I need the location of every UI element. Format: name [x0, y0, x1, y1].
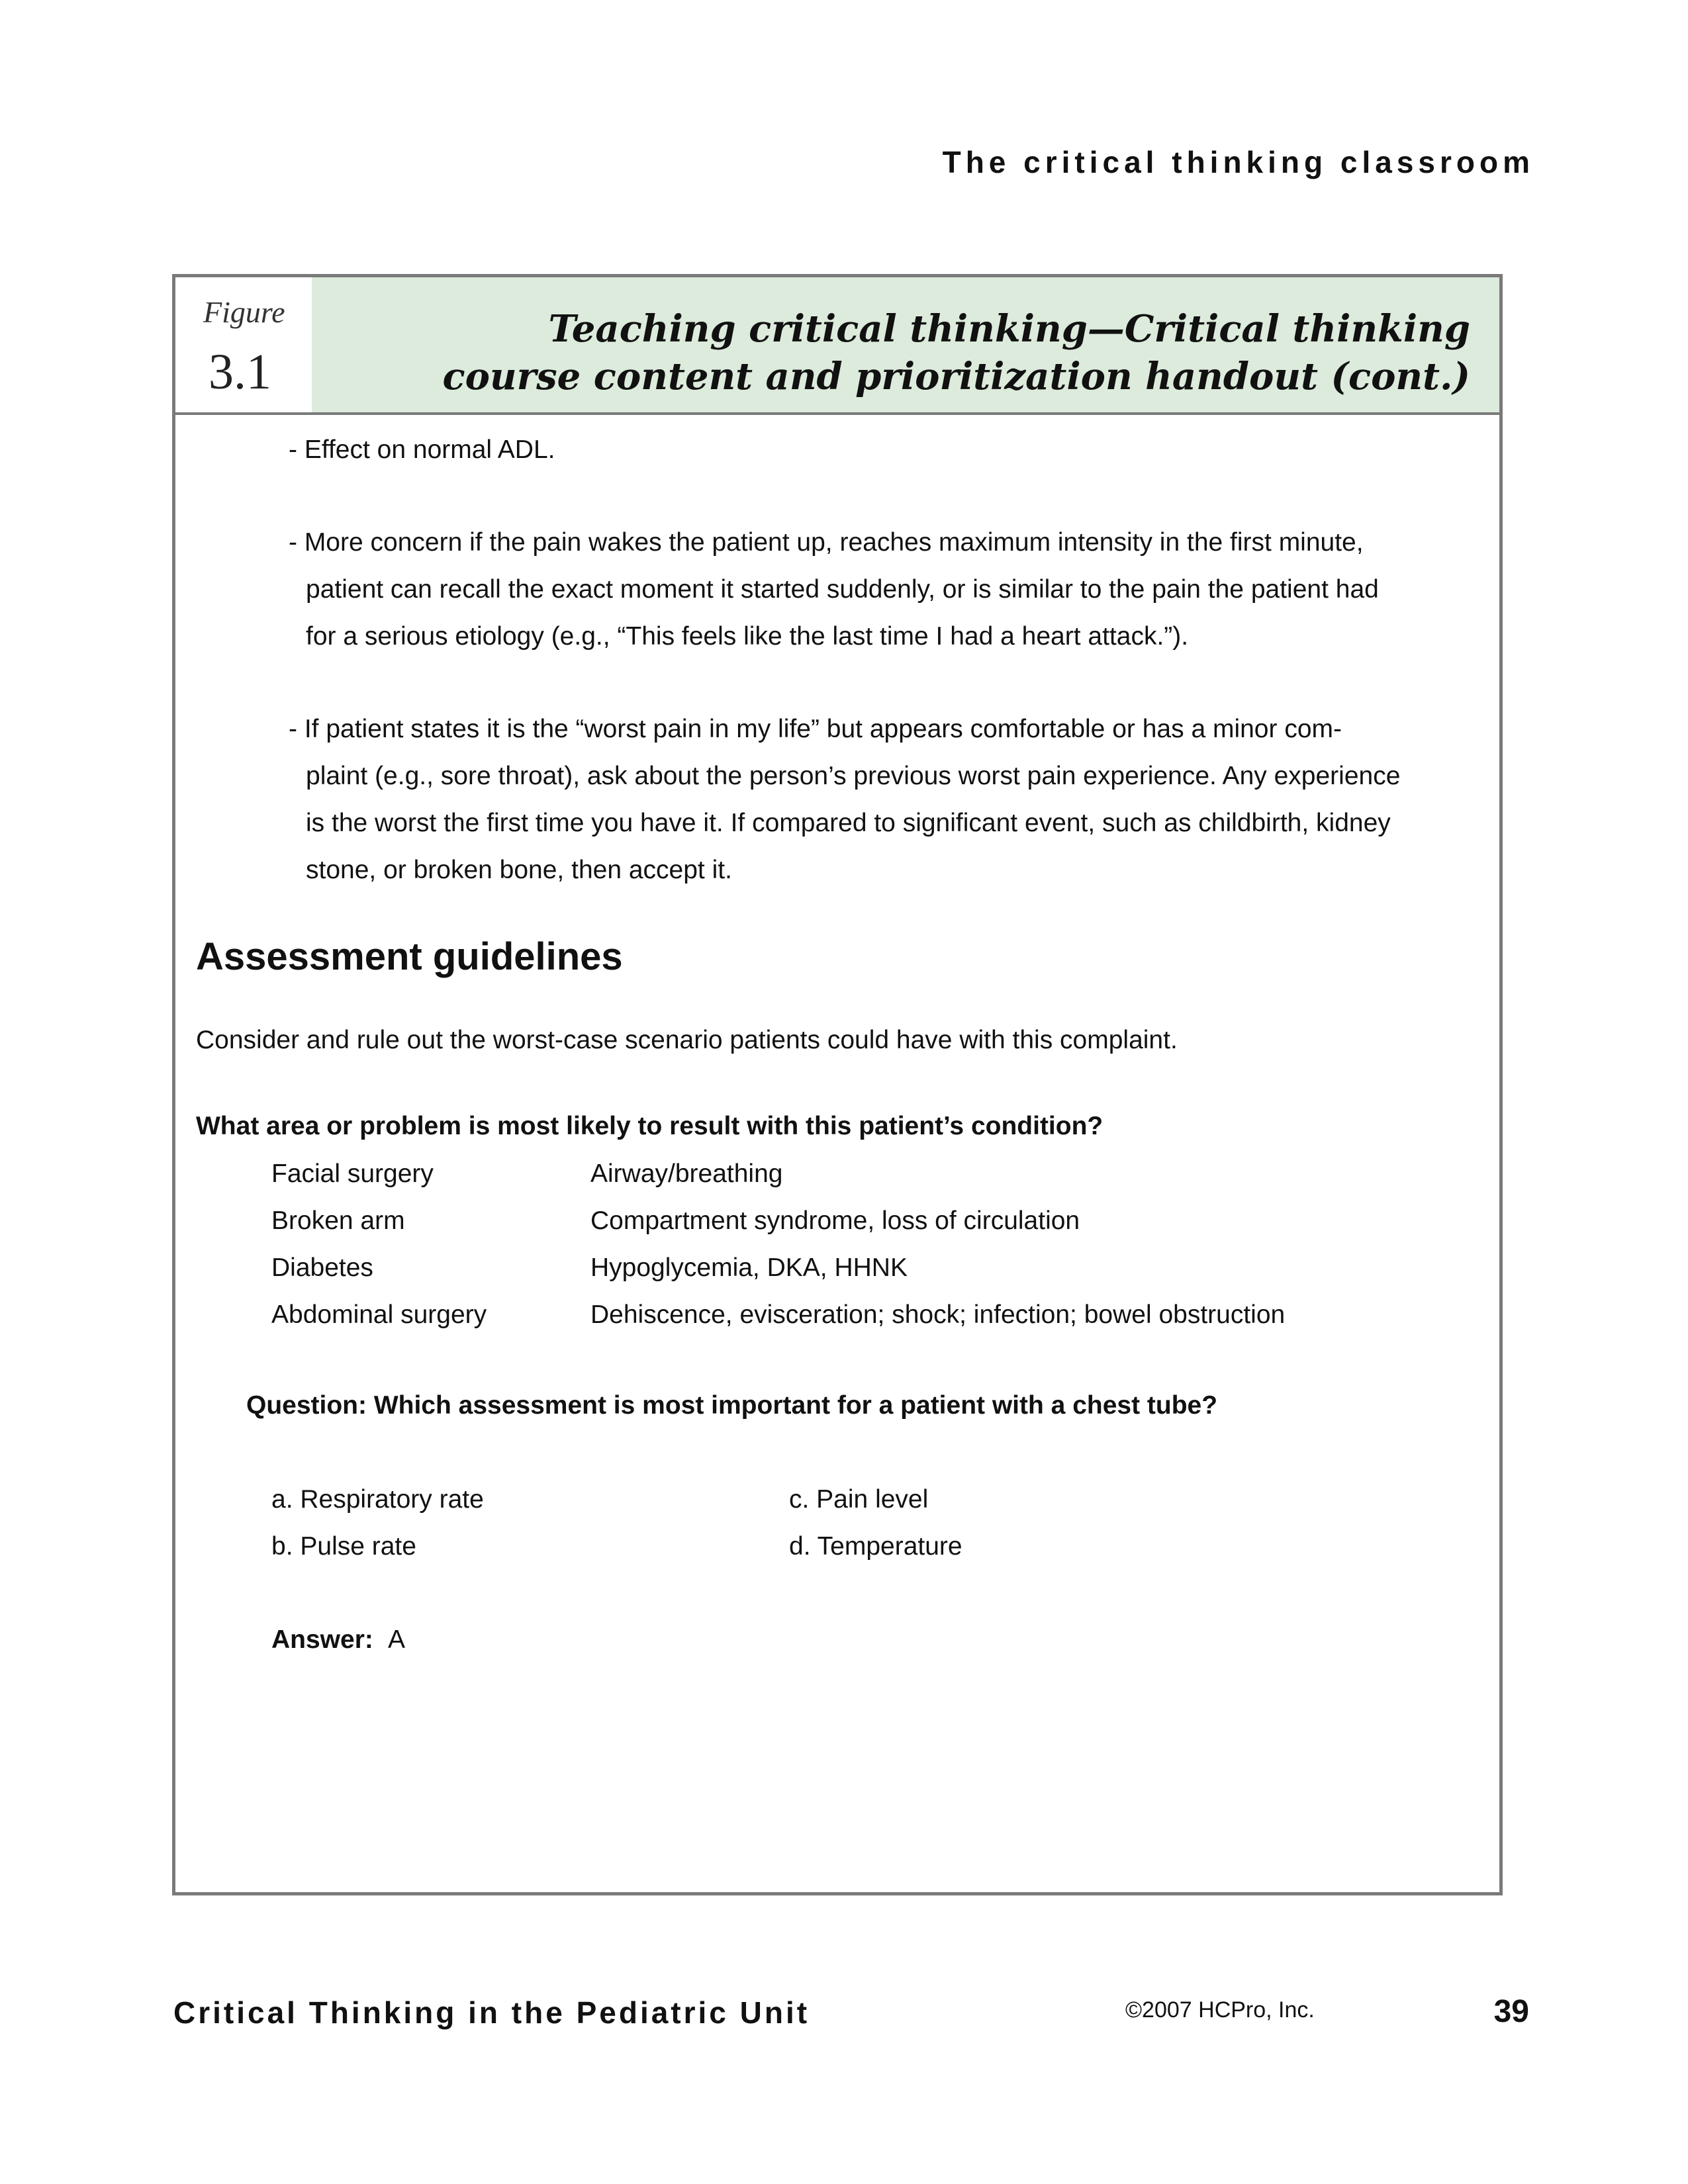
- figure-label: [175, 277, 312, 412]
- bullet-line: stone, or broken bone, then accept it.: [306, 856, 732, 884]
- condition-name: Facial surgery: [271, 1160, 434, 1188]
- bullet-line: - More concern if the pain wakes the patient up, reaches maximum intensity in the first minute,: [289, 528, 1364, 557]
- bullet-line: - Effect on normal ADL.: [289, 435, 555, 464]
- condition-problem: Airway/breathing: [590, 1160, 783, 1188]
- page-number: 39: [1493, 1994, 1529, 2029]
- option-a: a. Respiratory rate: [271, 1485, 484, 1514]
- condition-problem: Hypoglycemia, DKA, HHNK: [590, 1253, 908, 1282]
- figure-title-line-2: course content and prioritization handout (cont.): [442, 355, 1470, 398]
- bullet-line: is the worst the first time you have it. If compared to significant event, such as childbirth, kidney: [306, 809, 1391, 837]
- figure-header: [175, 277, 1499, 415]
- section-heading: Assessment guidelines: [196, 935, 623, 978]
- bullet-line: plaint (e.g., sore throat), ask about the person’s previous worst pain experience. Any experience: [306, 762, 1401, 790]
- condition-name: Broken arm: [271, 1206, 405, 1235]
- quiz-question: Question: Which assessment is most important for a patient with a chest tube?: [246, 1391, 1218, 1420]
- condition-name: Abdominal surgery: [271, 1300, 487, 1329]
- option-b: b. Pulse rate: [271, 1532, 416, 1561]
- area-question: What area or problem is most likely to result with this patient’s condition?: [196, 1112, 1103, 1140]
- figure-title: [442, 305, 1470, 400]
- option-c: c. Pain level: [789, 1485, 929, 1514]
- option-d: d. Temperature: [789, 1532, 962, 1561]
- bullet-line: - If patient states it is the “worst pain in my life” but appears comfortable or has a minor com-: [289, 715, 1342, 743]
- condition-problem: Compartment syndrome, loss of circulation: [590, 1206, 1080, 1235]
- figure-title-line-1: Teaching critical thinking—Critical thinking: [548, 307, 1470, 351]
- bullet-line: for a serious etiology (e.g., “This feels like the last time I had a heart attack.”).: [306, 622, 1189, 651]
- answer-label: Answer:: [271, 1625, 373, 1654]
- running-head: The critical thinking classroom: [942, 145, 1534, 179]
- figure-number: 3.1: [209, 344, 271, 400]
- condition-name: Diabetes: [271, 1253, 373, 1282]
- footer-copyright: ©2007 HCPro, Inc.: [1125, 1997, 1315, 2023]
- footer-book-title: Critical Thinking in the Pediatric Unit: [173, 1995, 810, 2030]
- bullet-line: patient can recall the exact moment it started suddenly, or is similar to the pain the patient had: [306, 575, 1379, 604]
- intro-text: Consider and rule out the worst-case scenario patients could have with this complaint.: [196, 1026, 1178, 1054]
- answer-value: A: [388, 1625, 406, 1654]
- condition-problem: Dehiscence, evisceration; shock; infection; bowel obstruction: [590, 1300, 1286, 1329]
- figure-title-band: [312, 277, 1499, 412]
- figure-label-word: Figure: [203, 295, 285, 329]
